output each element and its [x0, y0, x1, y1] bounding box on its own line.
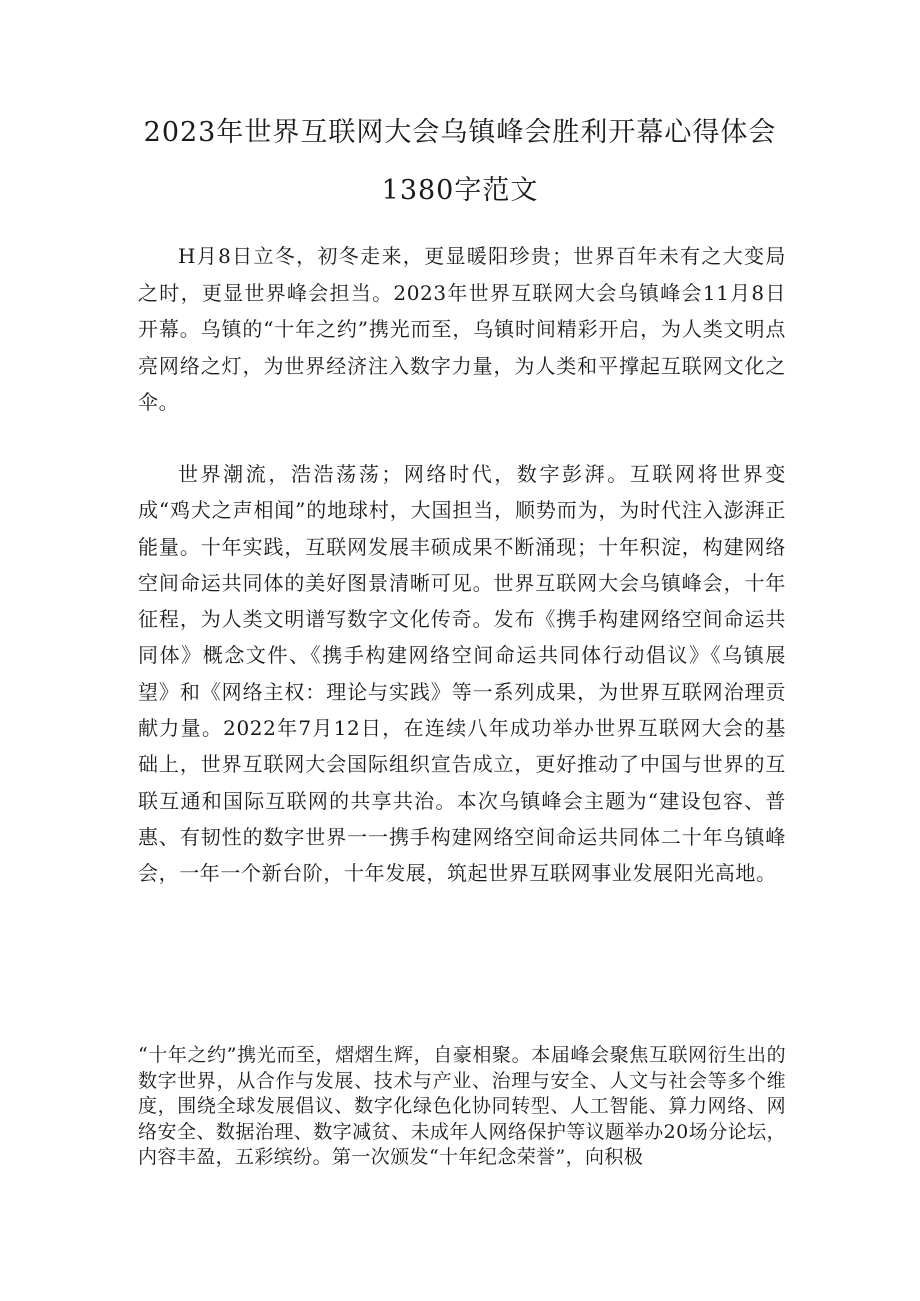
paragraph-3: “十年之约”携光而至，熠熠生辉，自豪相聚。本届峰会聚焦互联网衍生出的数字世界，从合作与发展、技术与产业、治理与安全、人文与社会等多个维度，围绕全球发展倡议、数字化绿色化协同转型、人工智能、算力网络、网络安全、数据治理、数字减贫、未成年人网络保护等议题举办20场分论坛，内容丰盈，五彩缤纷。第一次颁发“十年纪念荣誉”，向积极 [138, 1044, 786, 1168]
document-title [120, 104, 800, 220]
title-line-2: 1380字范文 [381, 175, 539, 206]
paragraph-2: 世界潮流，浩浩荡荡；网络时代，数字彭湃。互联网将世界变成“鸡犬之声相闻”的地球村，大国担当，顺势而为，为时代注入澎湃正能量。十年实践，互联网发展丰硕成果不断涌现；十年积淀，构建网络空间命运共同体的美好图景清晰可见。世界互联网大会乌镇峰会，十年征程，为人类文明谱写数字文化传奇。发布《携手构建网络空间命运共同体》概念文件、《携手构建网络空间命运共同体行动倡议》《乌镇展望》和《网络主权：理论与实践》等一系列成果，为世界互联网治理贡献力量。2022年7月12日，在连续八年成功举办世界互联网大会的基础上，世界互联网大会国际组织宣告成立，更好推动了中国与世界的互联互通和国际互联网的共享共治。本次乌镇峰会主题为“建设包容、普惠、有韧性的数字世界一一携手构建网络空间命运共同体二十年乌镇峰会，一年一个新台阶，十年发展，筑起世界互联网事业发展阳光高地。 [138, 462, 786, 886]
paragraph-1: H月8日立冬，初冬走来，更显暖阳珍贵；世界百年未有之大变局之时，更显世界峰会担当。2023年世界互联网大会乌镇峰会11月8日开幕。乌镇的“十年之约”携光而至，乌镇时间精彩开启，为人类文明点亮网络之灯，为世界经济注入数字力量，为人类和平撑起互联网文化之伞。 [138, 244, 786, 414]
title-line-1: 2023年世界互联网大会乌镇峰会胜利开幕心得体会 [143, 117, 777, 148]
